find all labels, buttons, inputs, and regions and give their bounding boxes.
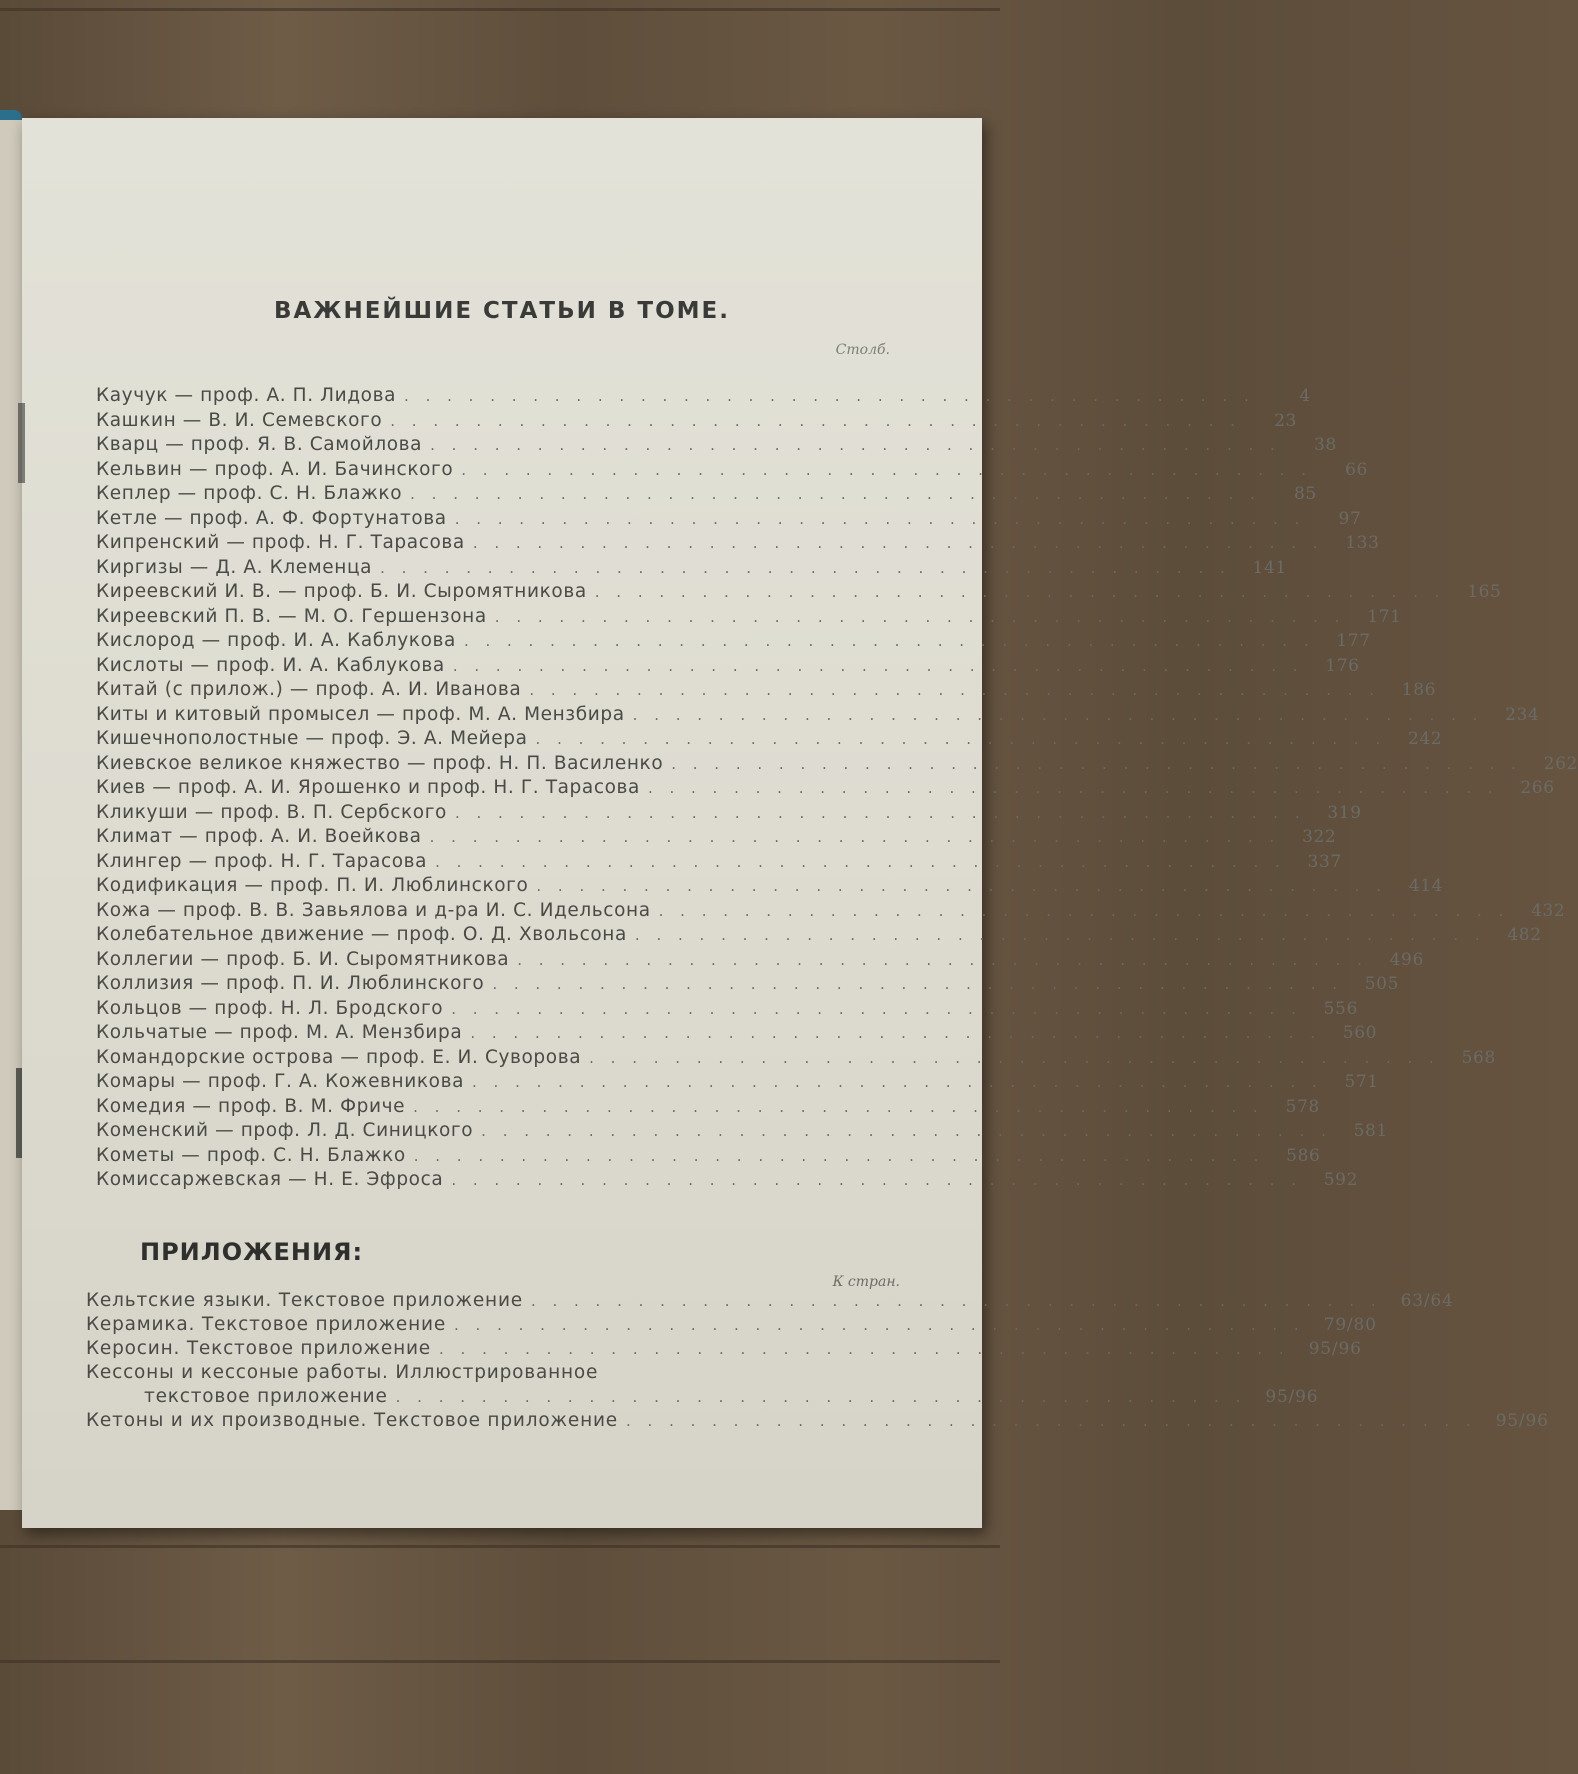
article-title: Комиссаржевская — Н. Е. Эфроса: [96, 1169, 444, 1190]
column-number: 186: [1401, 680, 1437, 700]
column-number: 133: [1345, 533, 1380, 553]
article-title: Кожа — проф. В. В. Завьялова и д-ра И. С. Идельсона: [96, 899, 651, 921]
appendix-row: [86, 1314, 1377, 1338]
article-row: [96, 434, 1337, 459]
appendix-page-number: 79/80: [1323, 1315, 1377, 1335]
article-row: [96, 826, 1337, 851]
article-title: Кислоты — проф. И. А. Каблукова: [96, 654, 445, 676]
article-row: [96, 385, 1311, 410]
leader-dots: . . . . . . . . . . . . . . . . . . . . . . . . . . . . . . . . . . . . . . . .: [461, 460, 1312, 479]
appendix-item-title: Керосин. Текстовое приложение: [86, 1338, 431, 1359]
leader-dots: . . . . . . . . . . . . . . . . . . . . . . . . . . . . . . . . . . . . . . . .: [463, 632, 1315, 650]
appendix-title: ПРИЛОЖЕНИЯ:: [140, 1238, 364, 1266]
article-title: Киргизы — Д. А. Клеменца: [96, 556, 373, 578]
appendix-item-title: Кетоны и их производные. Текстовое приложение: [86, 1410, 618, 1431]
appendix-row-continuation: [86, 1386, 1319, 1410]
article-title: Кетле — проф. А. Ф. Фортунатова: [96, 507, 447, 529]
article-row: [96, 752, 1578, 778]
appendix-row: [86, 1338, 1362, 1362]
column-number: 177: [1336, 631, 1371, 651]
article-row: [96, 703, 1540, 729]
appendix-row: [86, 1362, 936, 1386]
column-number: 568: [1461, 1047, 1496, 1068]
appendix-row: [86, 1290, 1454, 1314]
appendix-item-title: Кельтские языки. Текстовое приложение: [86, 1290, 523, 1311]
article-row: [96, 679, 1437, 704]
column-number: 97: [1338, 508, 1362, 529]
article-title: Кварц — проф. Я. В. Самойлова: [96, 434, 423, 455]
article-title: Киты и китовый промысел — проф. М. А. Мензбира: [96, 703, 625, 725]
appendix-row: [86, 1410, 1549, 1434]
column-number: 234: [1505, 704, 1540, 725]
leader-dots: . . . . . . . . . . . . . . . . . . . . . . . . . . . . . . . . . . . . . . . .: [439, 1340, 1290, 1358]
column-number: 171: [1367, 606, 1402, 627]
column-number: 432: [1531, 900, 1566, 921]
articles-list: [96, 385, 1578, 1194]
article-row: [96, 1071, 1379, 1096]
leader-dots: . . . . . . . . . . . . . . . . . . . . . . . . . . . . . . . . . . . . . . . .: [472, 534, 1324, 552]
binding-mark: [16, 1068, 22, 1158]
article-row: [96, 777, 1555, 802]
column-number: 496: [1389, 949, 1424, 970]
leader-dots: . . . . . . . . . . . . . . . . . . . . . . . . . . . . . . . . . . . . . . . .: [413, 1146, 1265, 1165]
page-title: ВАЖНЕЙШИЕ СТАТЬИ В ТОМЕ.: [273, 298, 731, 324]
article-title: Кельвин — проф. А. И. Бачинского: [96, 458, 454, 480]
article-title: Командорские острова — проф. Е. И. Суворова: [96, 1046, 582, 1068]
article-title: Кипренский — проф. Н. Г. Тарасова: [96, 532, 465, 553]
article-row: [96, 605, 1402, 631]
leader-dots: . . . . . . . . . . . . . . . . . . . . . . . . . . . . . . . . . . . . . . . .: [530, 1292, 1382, 1310]
leader-dots: . . . . . . . . . . . . . . . . . . . . . . . . . . . . . . . . . . . . . . . .: [658, 901, 1510, 920]
article-row: [96, 875, 1444, 900]
appendix-item-title: Керамика. Текстовое приложение: [86, 1314, 447, 1335]
appendix-page-number: 95/96: [1495, 1411, 1549, 1431]
article-title: Колебательное движение — проф. О. Д. Хвольсона: [96, 924, 627, 945]
column-number: 262: [1543, 753, 1578, 774]
leader-dots: . . . . . . . . . . . . . . . . . . . . . . . . . . . . . . . . . . . . . . . .: [472, 1073, 1323, 1091]
appendix-item-continuation: текстовое приложение: [144, 1386, 388, 1407]
article-title: Кислород — проф. И. А. Каблукова: [96, 630, 456, 651]
column-number: 141: [1252, 557, 1287, 578]
column-number: 23: [1274, 410, 1297, 431]
book-page: [22, 118, 1578, 1528]
article-title: Киреевский П. В. — М. О. Гершензона: [96, 605, 487, 627]
leader-dots: . . . . . . . . . . . . . . . . . . . . . . . . . . . . . . . . . . . . . . . .: [413, 1097, 1264, 1116]
article-title: Клингер — проф. Н. Г. Тарасова: [96, 850, 428, 872]
article-row: [96, 630, 1371, 655]
leader-dots: . . . . . . . . . . . . . . . . . . . . . . . . . . . . . . . . . . . . . . . .: [535, 730, 1387, 748]
column-number: 337: [1307, 851, 1342, 872]
leader-dots: . . . . . . . . . . . . . . . . . . . . . . . . . . . . . . . . . . . . . . . .: [647, 779, 1499, 797]
article-row: [96, 1046, 1496, 1072]
article-row: [96, 973, 1400, 998]
leader-dots: . . . . . . . . . . . . . . . . . . . . . . . . . . . . . . . . . . . . . . . .: [594, 583, 1446, 601]
leader-dots: . . . . . . . . . . . . . . . . . . . . . . . . . . . . . . . . . . . . . . . .: [626, 1412, 1477, 1430]
column-number: 586: [1286, 1145, 1321, 1166]
column-number: 242: [1407, 729, 1443, 749]
leader-dots: . . . . . . . . . . . . . . . . . . . . . . . . . . . . . . . . . . . . . . . .: [435, 852, 1286, 871]
article-title: Комары — проф. Г. А. Кожевникова: [96, 1071, 465, 1092]
column-number: 85: [1293, 484, 1317, 504]
leader-dots: . . . . . . . . . . . . . . . . . . . . . . . . . . . . . . . . . . . . . . . .: [380, 558, 1231, 577]
article-row: [96, 1169, 1358, 1194]
leader-dots: . . . . . . . . . . . . . . . . . . . . . . . . . . . . . . . . . . . . . . . .: [632, 705, 1484, 724]
article-title: Комедия — проф. В. М. Фриче: [96, 1095, 406, 1117]
article-title: Киевское великое княжество — проф. Н. П. Василенко: [96, 752, 664, 774]
column-number: 66: [1345, 459, 1368, 480]
article-title: Кашкин — В. И. Семевского: [96, 409, 383, 431]
article-title: Кодификация — проф. П. И. Люблинского: [96, 875, 529, 896]
column-number: 165: [1467, 582, 1502, 602]
article-title: Китай (с прилож.) — проф. А. И. Иванова: [96, 679, 522, 700]
article-row: [96, 581, 1502, 606]
column-number: 176: [1325, 655, 1360, 676]
article-title: Климат — проф. А. И. Воейкова: [96, 826, 422, 847]
leader-dots: . . . . . . . . . . . . . . . . . . . . . . . . . . . . . . . . . . . . . . . .: [589, 1048, 1440, 1067]
leader-dots: . . . . . . . . . . . . . . . . . . . . . . . . . . . . . . . . . . . . . . . .: [454, 509, 1306, 528]
appendix-item-title: Кессоны и кессоные работы. Иллюстрированное: [86, 1362, 599, 1383]
appendix-page-number: 63/64: [1400, 1291, 1454, 1311]
article-row: [96, 1022, 1378, 1047]
column-number: 266: [1520, 778, 1555, 798]
leader-dots: . . . . . . . . . . . . . . . . . . . . . . . . . . . . . . . . . . . . . . . .: [492, 975, 1344, 993]
leader-dots: . . . . . . . . . . . . . . . . . . . . . . . . . . . . . . . . . . . . . . . .: [454, 803, 1306, 822]
column-number: 38: [1313, 435, 1337, 455]
leader-dots: . . . . . . . . . . . . . . . . . . . . . . . . . . . . . . . . . . . . . . . .: [454, 1316, 1305, 1334]
leader-dots: . . . . . . . . . . . . . . . . . . . . . . . . . . . . . . . . . . . . . . . .: [451, 999, 1302, 1018]
binding-mark: [18, 403, 25, 483]
article-title: Кольчатые — проф. М. А. Мензбира: [96, 1022, 463, 1043]
column-number: 581: [1353, 1121, 1388, 1141]
article-row: [96, 997, 1358, 1023]
article-title: Кометы — проф. С. Н. Блажко: [96, 1144, 406, 1166]
leader-dots: . . . . . . . . . . . . . . . . . . . . . . . . . . . . . . . . . . . . . . . .: [494, 607, 1346, 626]
article-title: Коменский — проф. Л. Д. Синицкого: [96, 1120, 474, 1141]
appendix-page-number: 95/96: [1265, 1387, 1319, 1407]
article-title: Киреевский И. В. — проф. Б. И. Сыромятникова: [96, 581, 587, 602]
article-title: Кишечнополостные — проф. Э. А. Мейера: [96, 728, 528, 749]
leader-dots: . . . . . . . . . . . . . . . . . . . . . . . . . . . . . . . . . . . . . . . .: [429, 828, 1281, 846]
leader-dots: . . . . . . . . . . . . . . . . . . . . . . . . . . . . . . . . . . . . . . . .: [634, 926, 1486, 944]
article-row: [96, 850, 1342, 876]
column-number: 319: [1327, 802, 1362, 823]
column-number: 4: [1299, 386, 1311, 406]
column-number: 322: [1302, 827, 1337, 847]
article-row: [96, 458, 1368, 484]
column-number: 556: [1323, 998, 1358, 1019]
column-number: 578: [1285, 1096, 1320, 1117]
leader-dots: . . . . . . . . . . . . . . . . . . . . . . . . . . . . . . . . . . . . . . . .: [470, 1024, 1322, 1042]
article-row: [96, 532, 1380, 557]
article-row: [96, 728, 1443, 753]
appendix-list: [86, 1290, 1549, 1434]
column-number: 414: [1408, 876, 1444, 896]
article-row: [96, 483, 1317, 508]
leader-dots: . . . . . . . . . . . . . . . . . . . . . . . . . . . . . . . . . . . . . . . .: [481, 1122, 1332, 1140]
article-row: [96, 1120, 1388, 1145]
article-title: Каучук — проф. А. П. Лидова: [96, 385, 397, 406]
article-title: Кольцов — проф. Н. Л. Бродского: [96, 997, 444, 1019]
article-row: [96, 801, 1362, 827]
column-header: Столб.: [835, 342, 890, 358]
leader-dots: . . . . . . . . . . . . . . . . . . . . . . . . . . . . . . . . . . . . . . . .: [517, 950, 1368, 969]
article-row: [96, 899, 1566, 925]
leader-dots: . . . . . . . . . . . . . . . . . . . . . . . . . . . . . . . . . . . . . . . .: [430, 436, 1281, 454]
leader-dots: . . . . . . . . . . . . . . . . . . . . . . . . . . . . . . . . . . . . . . . .: [451, 1171, 1302, 1189]
article-row: [96, 1144, 1321, 1170]
article-row: [96, 654, 1360, 680]
article-title: Коллегии — проф. Б. И. Сыромятникова: [96, 948, 510, 970]
article-title: Кликуши — проф. В. П. Сербского: [96, 801, 447, 823]
column-number: 592: [1323, 1170, 1358, 1190]
article-title: Кеплер — проф. С. Н. Блажко: [96, 483, 403, 504]
leader-dots: . . . . . . . . . . . . . . . . . . . . . . . . . . . . . . . . . . . . . . . .: [390, 411, 1241, 430]
article-row: [96, 924, 1542, 949]
article-row: [96, 556, 1287, 582]
appendix-page-number: 95/96: [1308, 1339, 1362, 1359]
appendix-column-header: К стран.: [832, 1274, 900, 1290]
leader-dots: . . . . . . . . . . . . . . . . . . . . . . . . . . . . . . . . . . . . . . . .: [404, 387, 1255, 405]
article-title: Киев — проф. А. И. Ярошенко и проф. Н. Г. Тарасова: [96, 777, 640, 798]
article-row: [96, 507, 1362, 533]
leader-dots: . . . . . . . . . . . . . . . . . . . . . . . . . . . . . . . . . . . . . . . .: [395, 1388, 1247, 1406]
leader-dots: . . . . . . . . . . . . . . . . . . . . . . . . . . . . . . . . . . . . . . . .: [410, 485, 1261, 503]
column-number: 505: [1364, 974, 1400, 994]
article-row: [96, 948, 1424, 974]
leader-dots: . . . . . . . . . . . . . . . . . . . . . . . . . . . . . . . . . . . . . . . .: [529, 681, 1381, 699]
leader-dots: . . . . . . . . . . . . . . . . . . . . . . . . . . . . . . . . . . . . . . . .: [452, 656, 1304, 675]
article-row: [96, 409, 1297, 435]
article-title: Коллизия — проф. П. И. Люблинского: [96, 973, 485, 994]
leader-dots: . . . . . . . . . . . . . . . . . . . . . . . . . . . . . . . . . . . . . . . .: [536, 877, 1388, 895]
leader-dots: . . . . . . . . . . . . . . . . . . . . . . . . . . . . . . . . . . . . . . . .: [671, 754, 1522, 773]
column-number: 482: [1507, 925, 1542, 945]
column-number: 571: [1344, 1072, 1379, 1092]
column-number: 560: [1342, 1023, 1378, 1043]
article-row: [96, 1095, 1320, 1121]
